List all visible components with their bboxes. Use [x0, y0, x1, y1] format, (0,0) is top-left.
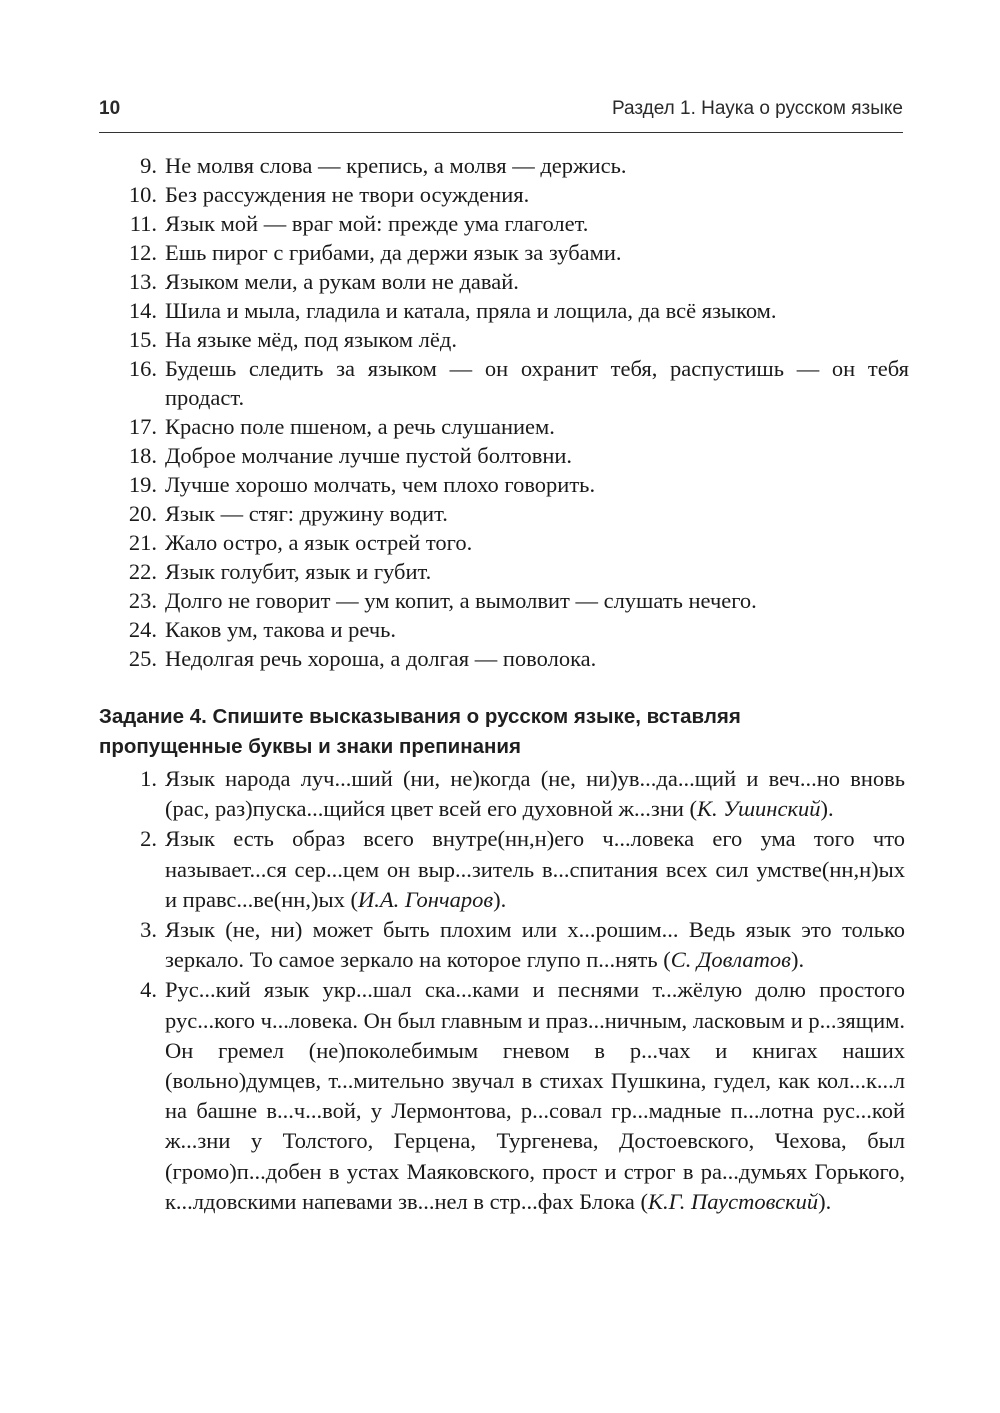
task-heading: Задание 4. Спишите высказывания о русском языке, вставляя пропущенные буквы и знаки препинания: [99, 705, 741, 758]
item-text: Без рассуждения не твори осуждения.: [165, 182, 530, 207]
item-text-block: [165, 764, 905, 824]
item-text: Язык — стяг: дружину водит.: [165, 501, 448, 526]
item-text: Языком мели, а рукам воли не давай.: [165, 269, 519, 294]
item-number: 15.: [128, 327, 157, 352]
item-text: Недолгая речь хороша, а долгая — поволока.: [165, 646, 597, 671]
item-text: Жало остро, а язык острей того.: [165, 530, 473, 555]
item-number: 21.: [128, 530, 157, 555]
item-text: Красно поле пшеном, а речь слушанием.: [165, 414, 555, 439]
quote-author: И.А. Гончаров: [357, 886, 494, 912]
list-item: [99, 499, 909, 528]
quote-end: ).: [820, 796, 834, 822]
list-item: [99, 470, 909, 499]
item-number: 9.: [140, 153, 157, 178]
item-number: 20.: [128, 501, 157, 526]
quote-text: Рус...кий язык укр...шал ска...ками и песнями т...жёлую долю простого рус...кого ч...ловека. Он был главным и праз...ничным, ласковым и р...зящим. Он гремел (не)поколебимым гневом в р...чах и книгах наших (вольно)думцев, т...мительно звучал в стихах Пушкина, гудел, как кол...к...л на башне в...ч...вой, у Лермонтова, р...совал гр...мадные п...лотна рус...кой ж...зни у Толстого, Герцена, Тургенева, Достоевского, Чехова, был (громо)п...добен в устах Маяковского, прост и строг в ра...думьях Горького, к...лдовскими напевами зв...нел в стр...фах Блока (: [165, 977, 905, 1214]
item-number: 1.: [140, 766, 157, 791]
list-item: [99, 151, 909, 180]
item-number: 22.: [128, 559, 157, 584]
list-item: [99, 412, 909, 441]
list-item: [99, 296, 909, 325]
item-text: Лучше хорошо молчать, чем плохо говорить.: [165, 472, 596, 497]
quote-end: ).: [818, 1188, 832, 1214]
item-number: 19.: [128, 472, 157, 497]
item-number: 10.: [128, 182, 157, 207]
item-text-block: [165, 975, 905, 1217]
item-number: 18.: [128, 443, 157, 468]
quote-text: Язык народа луч...ший (ни, не)когда (не, ни)ув...да...щий и веч...но вновь (рас, раз)пуска...щийся цвет всей его духовной ж...зни (: [165, 766, 905, 822]
item-number: 25.: [128, 646, 157, 671]
item-text: Шила и мыла, гладила и катала, пряла и лощила, да всё языком.: [165, 298, 777, 323]
quote-end: ).: [493, 886, 507, 912]
list-item: [99, 325, 909, 354]
quote-text: Язык есть образ всего внутре(нн,н)его ч...ловека его ума того что называет...ся сер...цем он выр...зитель в...спитания всех сил умстве(нн,н)ых и правс...ве(нн,)ых (: [165, 826, 905, 912]
proverb-list: [99, 151, 909, 673]
item-text: Долго не говорит — ум копит, а вымолвит — слушать нечего.: [165, 588, 757, 613]
list-item: [99, 557, 909, 586]
list-item: [99, 975, 905, 1217]
item-text: Язык мой — враг мой: прежде ума глаголет.: [165, 211, 589, 236]
quote-author: К.Г. Паустовский: [648, 1188, 819, 1214]
list-item: [99, 764, 905, 824]
item-number: 23.: [128, 588, 157, 613]
list-item: [99, 824, 905, 915]
list-item: [99, 615, 909, 644]
item-number: 24.: [128, 617, 157, 642]
list-item: [99, 238, 909, 267]
list-item: [99, 528, 909, 557]
quote-author: К. Ушинский: [697, 796, 821, 822]
header-divider: [99, 132, 903, 133]
quote-text: Язык (не, ни) может быть плохим или х...рошим... Ведь язык это только зеркало. То самое зеркало на которое глупо п...нять (: [165, 917, 905, 973]
item-number: 17.: [128, 414, 157, 439]
item-number: 16.: [128, 356, 157, 381]
quote-list: [99, 764, 905, 1217]
list-item: [99, 586, 909, 615]
list-item: [99, 267, 909, 296]
quote-end: ).: [790, 947, 805, 973]
item-number: 14.: [128, 298, 157, 323]
item-text-block: [165, 915, 905, 975]
item-text: Ешь пирог с грибами, да держи язык за зубами.: [165, 240, 622, 265]
item-text: Каков ум, такова и речь.: [165, 617, 397, 642]
quote-author: С. Довлатов: [670, 947, 791, 973]
running-head: [99, 96, 903, 128]
list-item: [99, 915, 905, 975]
item-number: 3.: [140, 917, 157, 943]
item-text: Будешь следить за языком — он охранит тебя, распустишь — он тебя продаст.: [165, 356, 909, 410]
item-number: 11.: [129, 211, 157, 236]
item-number: 12.: [128, 240, 157, 265]
item-text-block: [165, 824, 905, 915]
section-title: Раздел 1. Наука о русском языке: [611, 98, 903, 119]
item-number: 2.: [140, 826, 157, 852]
list-item: [99, 441, 909, 470]
item-text: Язык голубит, язык и губит.: [165, 559, 432, 584]
item-text: На языке мёд, под языком лёд.: [165, 327, 457, 352]
item-number: 4.: [140, 977, 157, 1003]
item-text: Не молвя слова — крепись, а молвя — держись.: [165, 153, 627, 178]
item-number: 13.: [128, 269, 157, 294]
page-number: 10: [99, 98, 121, 119]
list-item: [99, 180, 909, 209]
list-item: [99, 209, 909, 238]
item-text: Доброе молчание лучше пустой болтовни.: [165, 443, 573, 468]
list-item: [99, 644, 909, 673]
list-item: [99, 354, 909, 412]
